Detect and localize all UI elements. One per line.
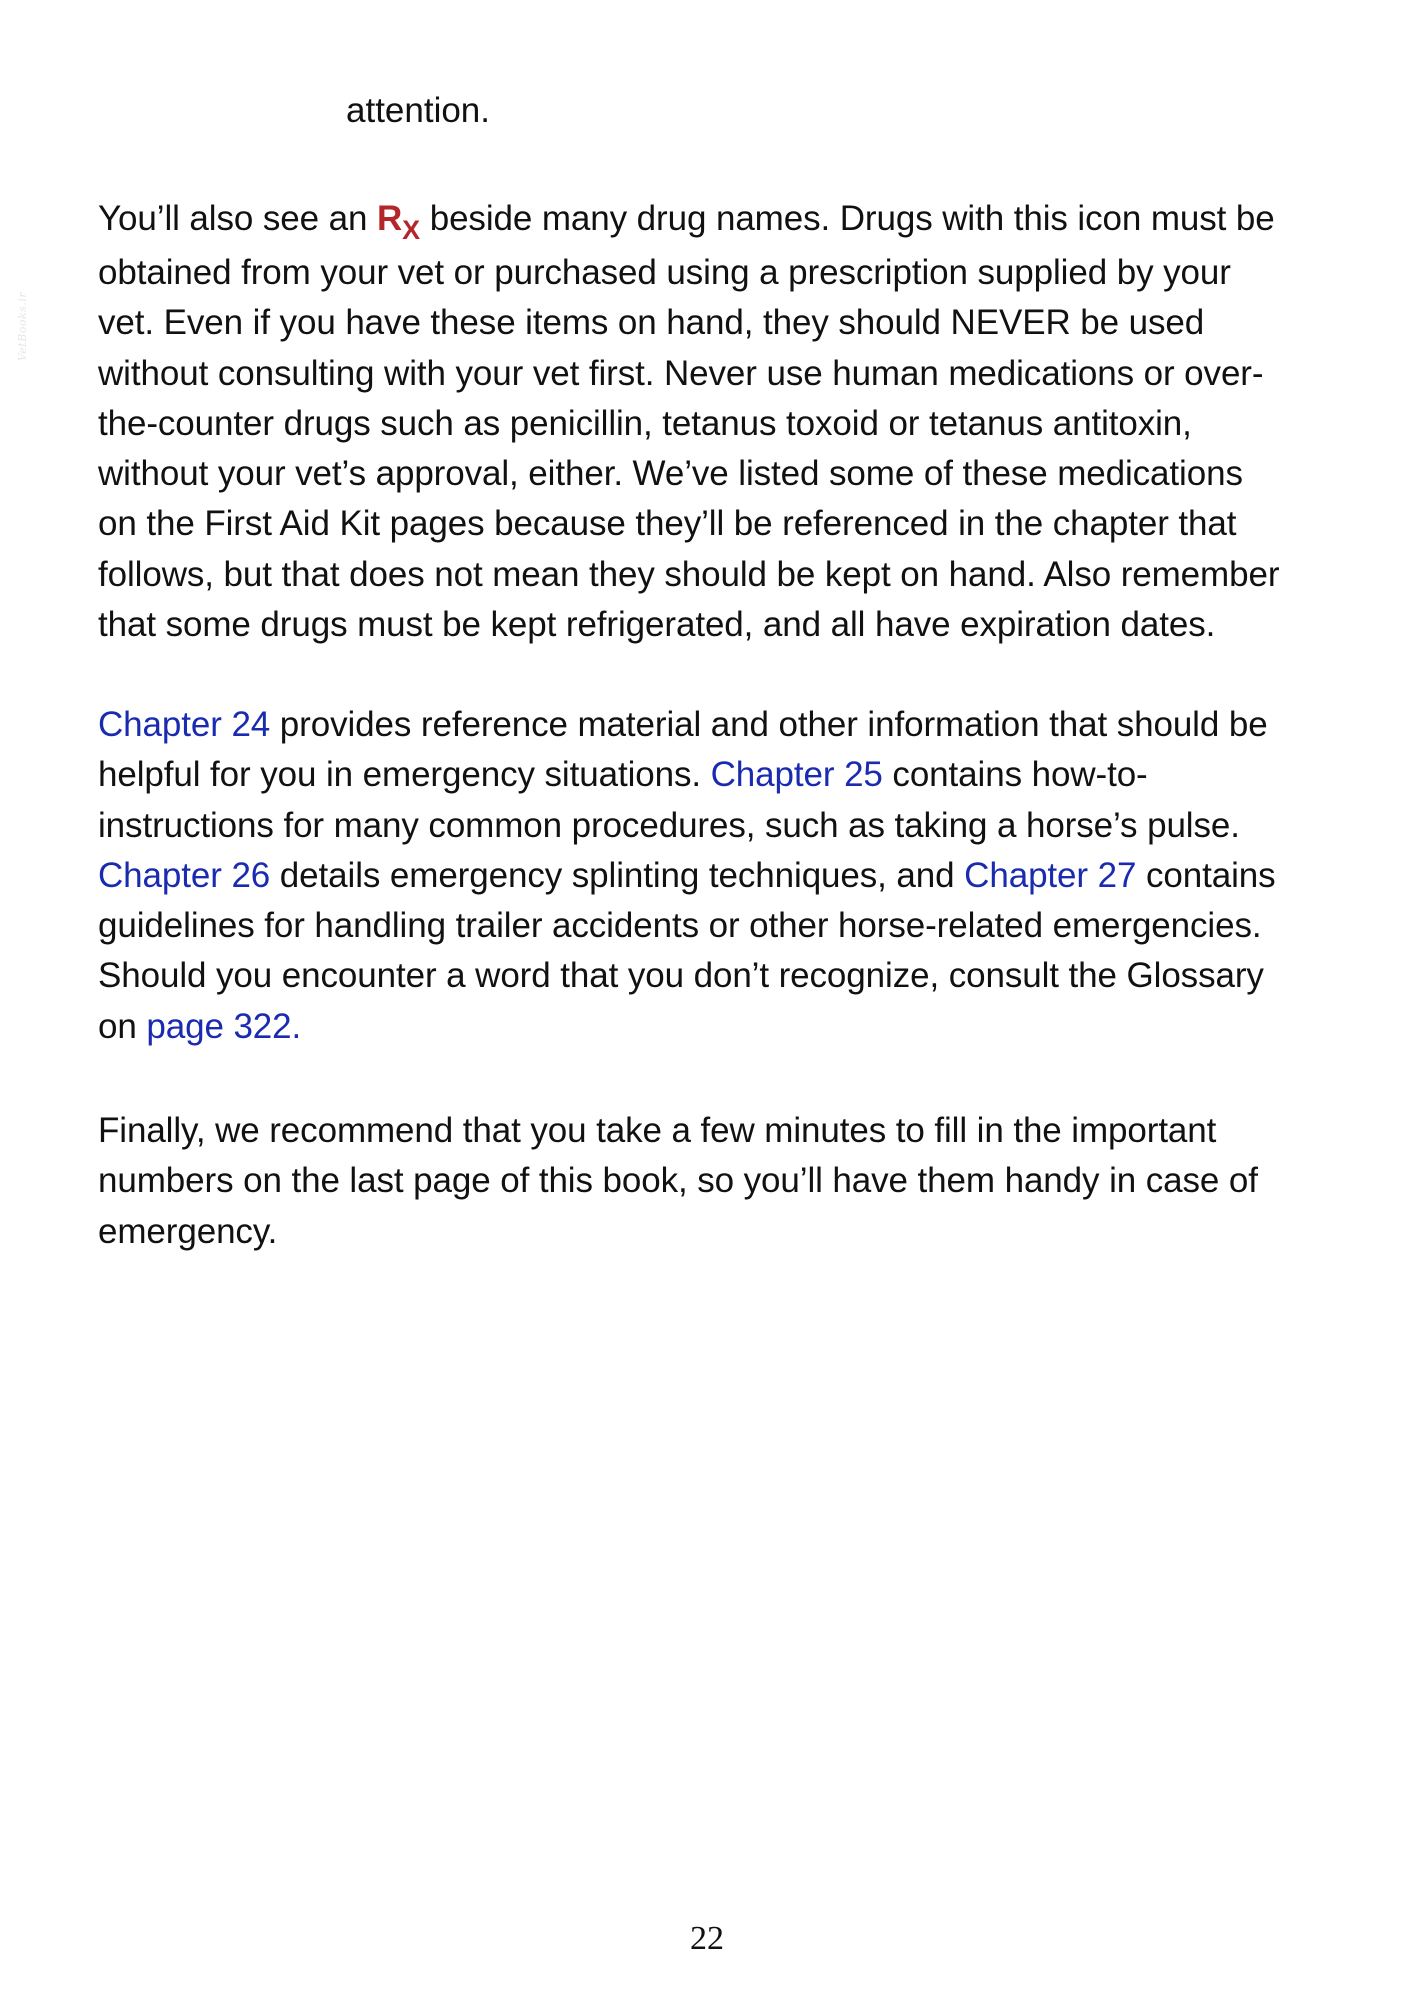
chapter-27-link[interactable]: Chapter 27 [964,855,1137,895]
chapter-24-link[interactable]: Chapter 24 [98,705,271,744]
paragraph-line: without consulting with your vet first. Never use human medications or over- [98,353,1264,393]
watermark-text: VetBooks.ir [16,291,30,362]
paragraph-line: the-counter drugs such as penicillin, tetanus toxoid or tetanus antitoxin, [98,403,1192,443]
paragraph-chapters [98,700,1338,1052]
paragraph-line: emergency. [98,1211,278,1251]
paragraph-line: without your vet’s approval, either. We’ve listed some of these medications [98,454,1243,494]
page-number: 22 [690,1920,724,1957]
paragraph-line: Chapter 24 provides reference material and other information that should be [98,705,1268,744]
paragraph-line: guidelines for handling trailer accidents or other horse-related emergencies. [98,906,1262,946]
paragraph-line: vet. Even if you have these items on hand, they should NEVER be used [98,303,1205,343]
line-text: You’ll also see an [98,199,368,238]
rx-icon: $R_X$ [376,199,421,245]
paragraph-line: on page 322. [98,1006,302,1046]
lead-text: attention. [346,91,490,130]
paragraph-line: that some drugs must be kept refrigerated, and all have expiration dates. [98,605,1216,645]
paragraph-line: on the First Aid Kit pages because they’ll be referenced in the chapter that [98,504,1237,544]
paragraph-line: instructions for many common procedures, such as taking a horse’s pulse. [98,805,1240,845]
paragraph-line: follows, but that does not mean they should be kept on hand. Also remember [98,554,1280,594]
line-text: beside many drug names. Drugs with this icon must be [429,199,1275,238]
glossary-page-link[interactable]: page 322 [146,1006,292,1046]
paragraph-line: Should you encounter a word that you don’t recognize, consult the Glossary [98,956,1264,996]
paragraph-prescription [98,190,1338,650]
paragraph-line: obtained from your vet or purchased using a prescription supplied by your [98,253,1231,292]
paragraph-line: Finally, we recommend that you take a few minutes to fill in the important [98,1111,1217,1150]
paragraph-line [98,190,1338,248]
paragraph-important-numbers [98,1106,1338,1257]
paragraph-line: Chapter 26 details emergency splinting techniques, and Chapter 27 contains [98,855,1276,895]
paragraph-line: helpful for you in emergency situations. Chapter 25 contains how-to- [98,755,1148,795]
paragraph-line: numbers on the last page of this book, so you’ll have them handy in case of [98,1161,1258,1201]
chapter-26-link[interactable]: Chapter 26 [98,855,271,895]
chapter-25-link[interactable]: Chapter 25 [710,755,883,795]
